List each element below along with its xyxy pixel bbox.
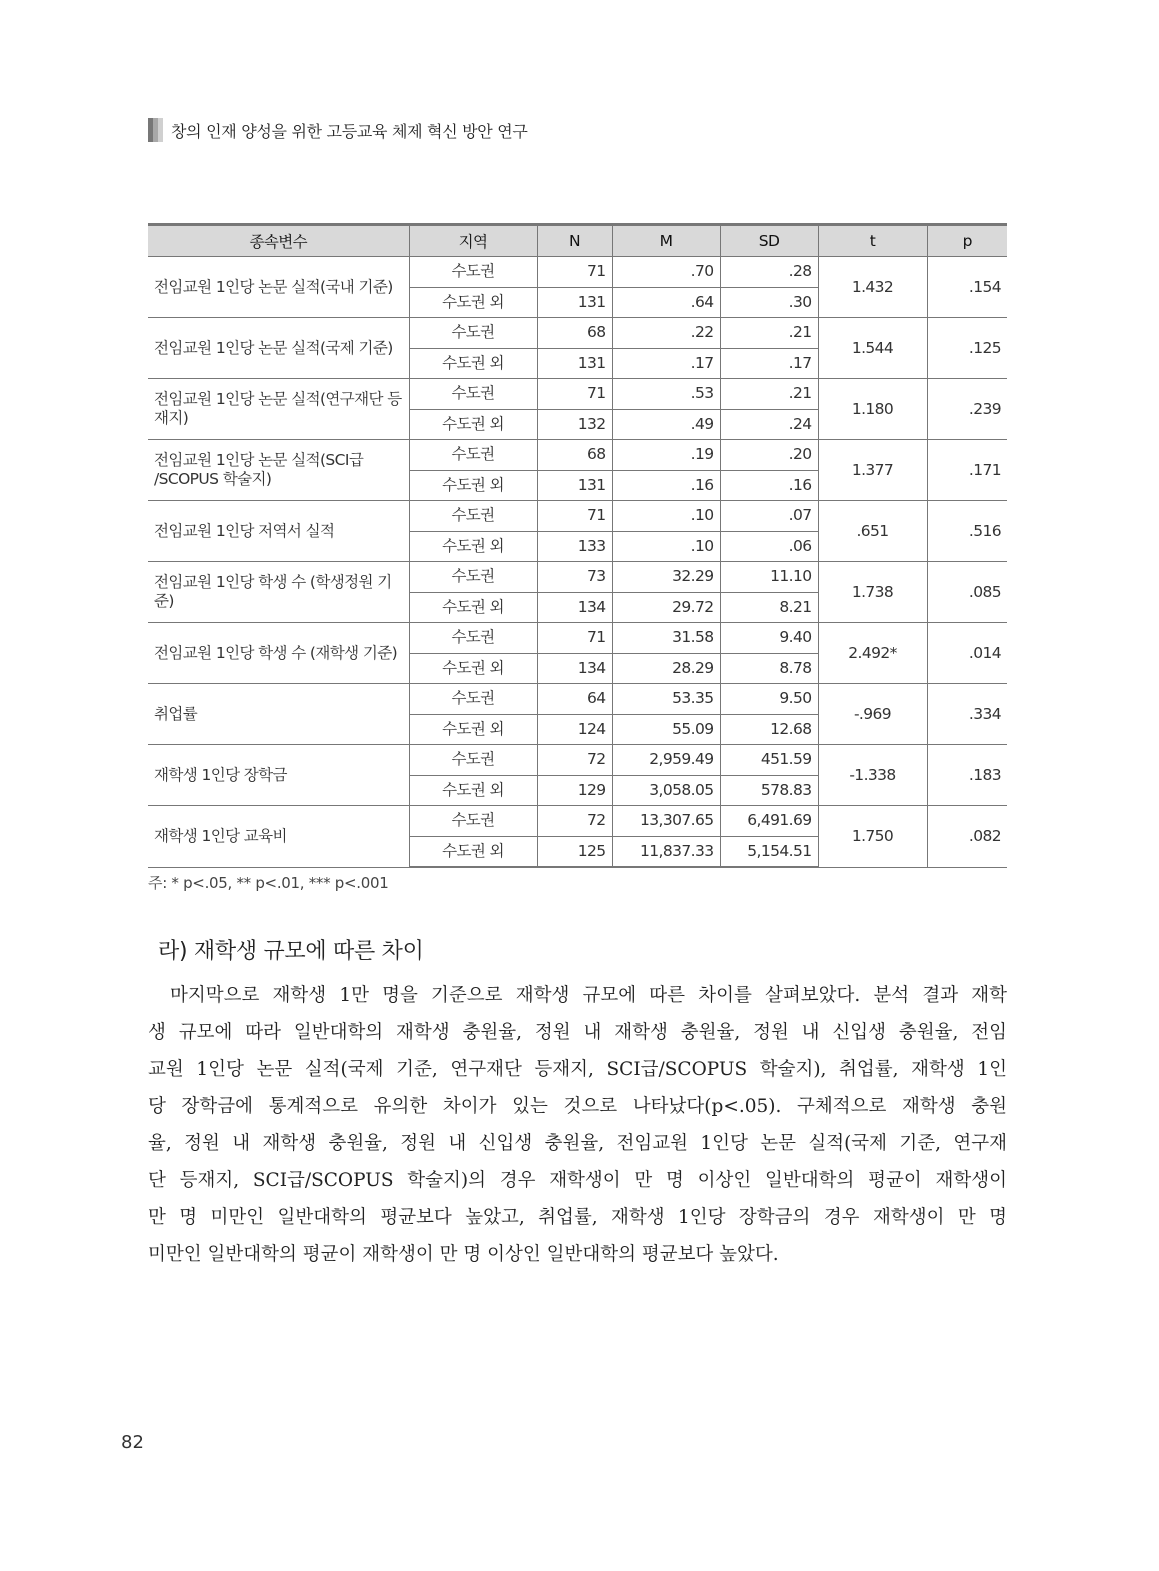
table-row	[148, 440, 1007, 471]
sd-cell: .21	[720, 318, 818, 349]
variable-cell: 재학생 1인당 교육비	[148, 806, 409, 868]
mean-cell: 11,837.33	[612, 836, 720, 867]
paragraph-line: 만 명 미만인 일반대학의 평균보다 높았고, 취업률, 재학생 1인당 장학금의 경우 재학생이 만 명	[148, 1207, 1007, 1228]
t-cell: 1.180	[818, 379, 927, 440]
n-cell: 134	[537, 653, 612, 684]
sd-cell: .30	[720, 287, 818, 318]
variable-cell: 전임교원 1인당 학생 수 (학생정원 기준)	[148, 562, 409, 623]
sd-cell: 12.68	[720, 714, 818, 745]
column-header: 지역	[409, 225, 537, 257]
mean-cell: 28.29	[612, 653, 720, 684]
section-heading: 라) 재학생 규모에 따른 차이	[158, 939, 424, 964]
table-row	[148, 379, 1007, 410]
column-header: N	[537, 225, 612, 257]
region-cell: 수도권 외	[409, 836, 537, 867]
t-cell: -.969	[818, 684, 927, 745]
t-cell: 1.377	[818, 440, 927, 501]
paragraph-line: 교원 1인당 논문 실적(국제 기준, 연구재단 등재지, SCI급/SCOPUS 학술지), 취업률, 재학생 1인	[148, 1059, 1007, 1080]
table-row	[148, 501, 1007, 532]
paragraph-line: 생 규모에 따라 일반대학의 재학생 충원율, 정원 내 재학생 충원율, 정원 내 신입생 충원율, 전임	[148, 1022, 1007, 1043]
mean-cell: 13,307.65	[612, 806, 720, 837]
mean-cell: .10	[612, 501, 720, 532]
n-cell: 68	[537, 318, 612, 349]
t-test-table	[148, 223, 1007, 868]
n-cell: 68	[537, 440, 612, 471]
n-cell: 129	[537, 775, 612, 806]
region-cell: 수도권	[409, 318, 537, 349]
sd-cell: 8.78	[720, 653, 818, 684]
mean-cell: .70	[612, 257, 720, 288]
sd-cell: 6,491.69	[720, 806, 818, 837]
mean-cell: .64	[612, 287, 720, 318]
mean-cell: 29.72	[612, 592, 720, 623]
column-header: p	[927, 225, 1007, 257]
p-cell: .014	[927, 623, 1007, 684]
n-cell: 71	[537, 623, 612, 654]
n-cell: 71	[537, 257, 612, 288]
mean-cell: 3,058.05	[612, 775, 720, 806]
t-cell: 1.738	[818, 562, 927, 623]
t-cell: 1.432	[818, 257, 927, 318]
table-row	[148, 745, 1007, 776]
mean-cell: 53.35	[612, 684, 720, 715]
region-cell: 수도권	[409, 623, 537, 654]
region-cell: 수도권 외	[409, 531, 537, 562]
n-cell: 72	[537, 745, 612, 776]
region-cell: 수도권 외	[409, 714, 537, 745]
variable-cell: 취업률	[148, 684, 409, 745]
mean-cell: .17	[612, 348, 720, 379]
n-cell: 131	[537, 348, 612, 379]
sd-cell: 11.10	[720, 562, 818, 593]
region-cell: 수도권	[409, 684, 537, 715]
n-cell: 72	[537, 806, 612, 837]
variable-cell: 전임교원 1인당 논문 실적(국내 기준)	[148, 257, 409, 318]
variable-cell: 재학생 1인당 장학금	[148, 745, 409, 806]
t-cell: -1.338	[818, 745, 927, 806]
region-cell: 수도권 외	[409, 653, 537, 684]
sd-cell: .06	[720, 531, 818, 562]
table-row	[148, 684, 1007, 715]
region-cell: 수도권 외	[409, 592, 537, 623]
n-cell: 131	[537, 470, 612, 501]
region-cell: 수도권	[409, 501, 537, 532]
mean-cell: .16	[612, 470, 720, 501]
sd-cell: .28	[720, 257, 818, 288]
table-row	[148, 806, 1007, 837]
n-cell: 131	[537, 287, 612, 318]
region-cell: 수도권	[409, 440, 537, 471]
sd-cell: .20	[720, 440, 818, 471]
p-cell: .516	[927, 501, 1007, 562]
column-header: 종속변수	[148, 225, 409, 257]
n-cell: 133	[537, 531, 612, 562]
sd-cell: 9.40	[720, 623, 818, 654]
sd-cell: 9.50	[720, 684, 818, 715]
n-cell: 71	[537, 379, 612, 410]
mean-cell: .22	[612, 318, 720, 349]
table-row	[148, 562, 1007, 593]
sd-cell: .16	[720, 470, 818, 501]
n-cell: 125	[537, 836, 612, 867]
n-cell: 124	[537, 714, 612, 745]
paragraph-line: 율, 정원 내 재학생 충원율, 정원 내 신입생 충원율, 전임교원 1인당 논문 실적(국제 기준, 연구재	[148, 1133, 1007, 1154]
column-header: SD	[720, 225, 818, 257]
column-header: M	[612, 225, 720, 257]
variable-cell: 전임교원 1인당 논문 실적(SCI급 /SCOPUS 학술지)	[148, 440, 409, 501]
n-cell: 64	[537, 684, 612, 715]
variable-cell: 전임교원 1인당 저역서 실적	[148, 501, 409, 562]
body-paragraph	[148, 977, 1007, 1273]
sd-cell: .07	[720, 501, 818, 532]
p-cell: .082	[927, 806, 1007, 868]
paragraph-line: 단 등재지, SCI급/SCOPUS 학술지)의 경우 재학생이 만 명 이상인 일반대학의 평균이 재학생이	[148, 1170, 1007, 1191]
variable-cell: 전임교원 1인당 학생 수 (재학생 기준)	[148, 623, 409, 684]
t-cell: 1.750	[818, 806, 927, 868]
n-cell: 71	[537, 501, 612, 532]
table-note: 주: * p<.05, ** p<.01, *** p<.001	[148, 874, 389, 892]
mean-cell: 2,959.49	[612, 745, 720, 776]
region-cell: 수도권 외	[409, 775, 537, 806]
p-cell: .085	[927, 562, 1007, 623]
mean-cell: .19	[612, 440, 720, 471]
mean-cell: 55.09	[612, 714, 720, 745]
mean-cell: .10	[612, 531, 720, 562]
paragraph-line: 마지막으로 재학생 1만 명을 기준으로 재학생 규모에 따른 차이를 살펴보았다. 분석 결과 재학	[170, 985, 1007, 1006]
p-cell: .125	[927, 318, 1007, 379]
table-header-row	[148, 225, 1007, 257]
p-cell: .171	[927, 440, 1007, 501]
table-row	[148, 318, 1007, 349]
variable-cell: 전임교원 1인당 논문 실적(국제 기준)	[148, 318, 409, 379]
n-cell: 73	[537, 562, 612, 593]
t-cell: 2.492*	[818, 623, 927, 684]
running-header-title: 창의 인재 양성을 위한 고등교육 체제 혁신 방안 연구	[171, 121, 528, 141]
n-cell: 132	[537, 409, 612, 440]
region-cell: 수도권	[409, 745, 537, 776]
sd-cell: .17	[720, 348, 818, 379]
region-cell: 수도권 외	[409, 348, 537, 379]
running-header	[148, 118, 528, 142]
p-cell: .154	[927, 257, 1007, 318]
region-cell: 수도권 외	[409, 470, 537, 501]
table-row	[148, 257, 1007, 288]
region-cell: 수도권	[409, 806, 537, 837]
region-cell: 수도권	[409, 379, 537, 410]
sd-cell: .21	[720, 379, 818, 410]
column-header: t	[818, 225, 927, 257]
region-cell: 수도권	[409, 562, 537, 593]
sd-cell: .24	[720, 409, 818, 440]
t-cell: 1.544	[818, 318, 927, 379]
mean-cell: 32.29	[612, 562, 720, 593]
sd-cell: 451.59	[720, 745, 818, 776]
sd-cell: 578.83	[720, 775, 818, 806]
sd-cell: 5,154.51	[720, 836, 818, 867]
n-cell: 134	[537, 592, 612, 623]
region-cell: 수도권 외	[409, 287, 537, 318]
t-cell: .651	[818, 501, 927, 562]
paragraph-line: 미만인 일반대학의 평균이 재학생이 만 명 이상인 일반대학의 평균보다 높았다.	[148, 1244, 779, 1265]
p-cell: .183	[927, 745, 1007, 806]
mean-cell: .49	[612, 409, 720, 440]
variable-cell: 전임교원 1인당 논문 실적(연구재단 등재지)	[148, 379, 409, 440]
region-cell: 수도권 외	[409, 409, 537, 440]
paragraph-line: 당 장학금에 통계적으로 유의한 차이가 있는 것으로 나타났다(p<.05). 구체적으로 재학생 충원	[148, 1096, 1007, 1117]
mean-cell: 31.58	[612, 623, 720, 654]
sd-cell: 8.21	[720, 592, 818, 623]
page-number: 82	[121, 1432, 144, 1453]
region-cell: 수도권	[409, 257, 537, 288]
header-bars-icon	[148, 118, 163, 142]
table-row	[148, 623, 1007, 654]
p-cell: .334	[927, 684, 1007, 745]
p-cell: .239	[927, 379, 1007, 440]
mean-cell: .53	[612, 379, 720, 410]
